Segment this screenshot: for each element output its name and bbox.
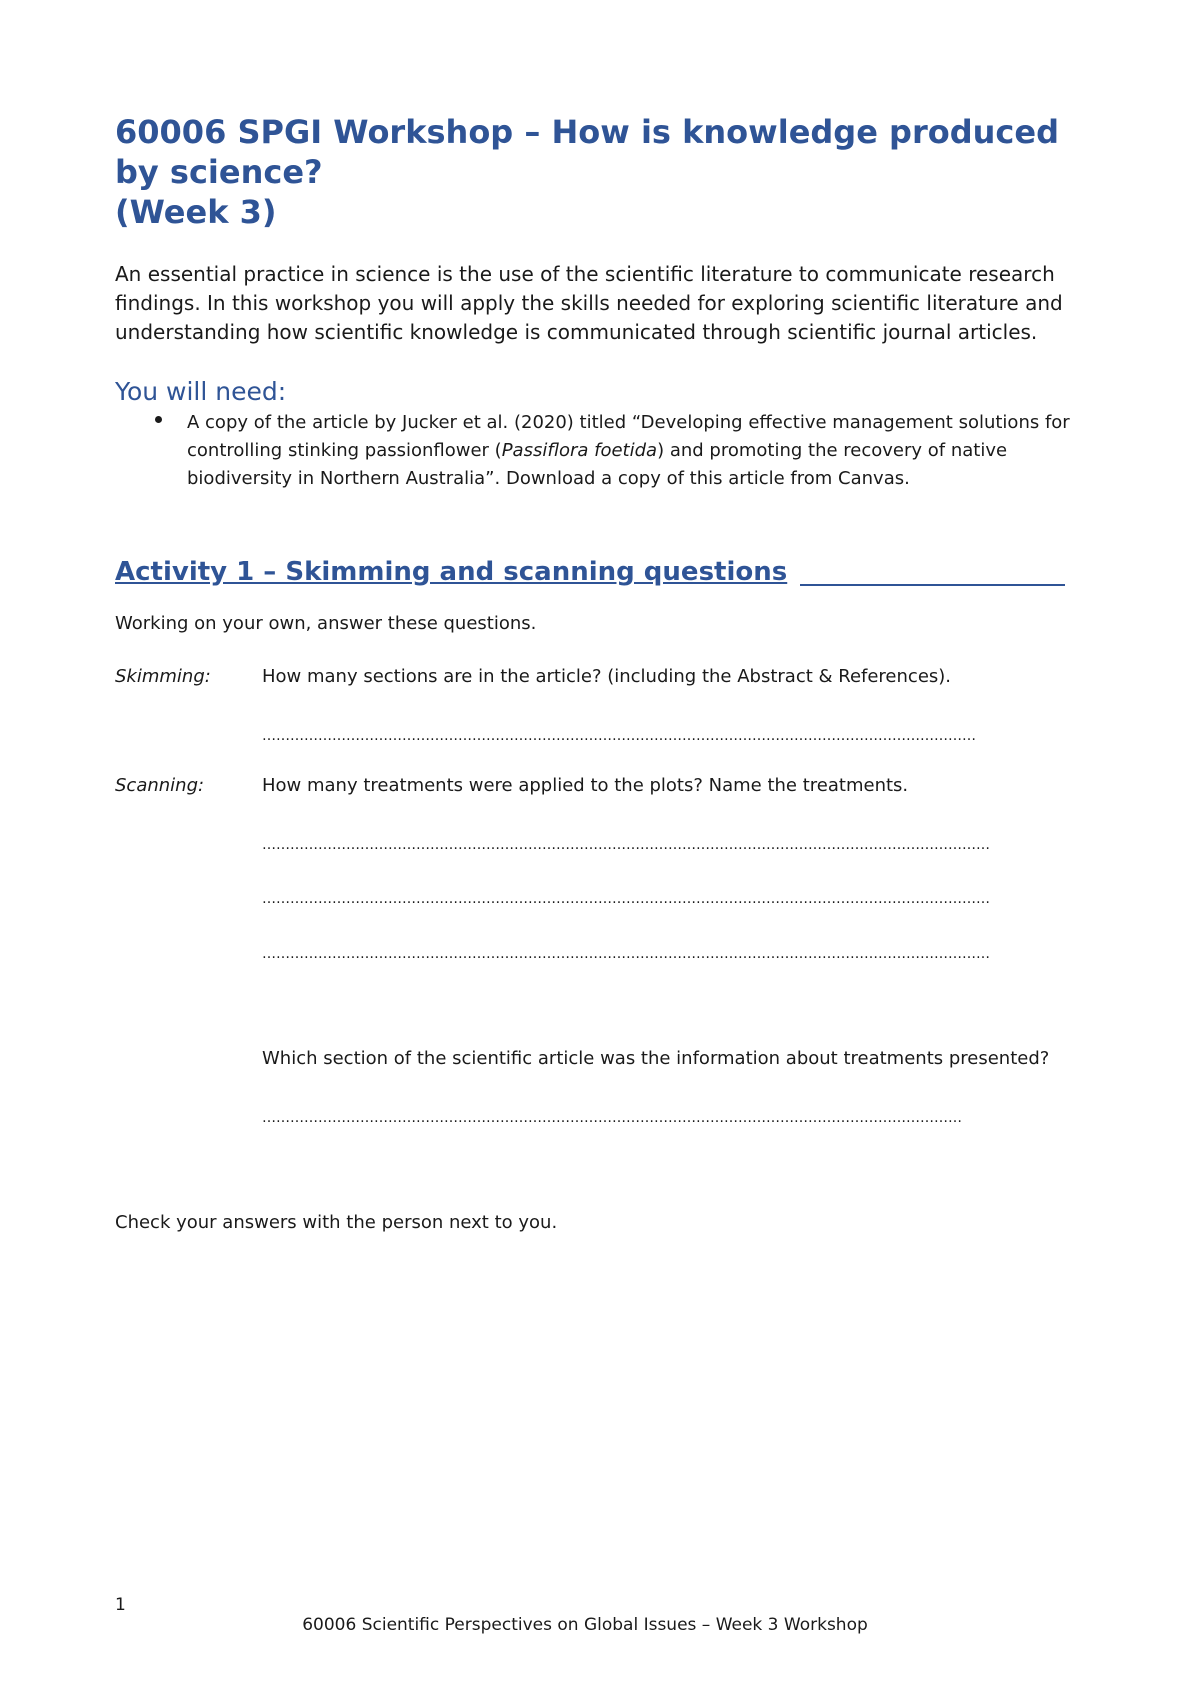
document-title [115,112,1115,232]
activity-instruction: Working on your own, answer these questions. [115,613,537,634]
intro-line-1: An essential practice in science is the use of the scientific literature to communicate research [115,262,1055,286]
page-footer: 60006 Scientific Perspectives on Global Issues – Week 3 Workshop [302,1615,868,1635]
skimming-label: Skimming: [115,666,211,687]
section-question: Which section of the scientific article was the information about treatments presented? [262,1048,1050,1069]
you-will-need-heading: You will need: [115,377,287,406]
heading-underline-rule [800,584,1065,586]
bullet-line-2-post: ) and promoting the recovery of native [657,440,1008,461]
check-answers-text: Check your answers with the person next to you. [115,1212,558,1233]
bullet-line-2 [187,437,1087,465]
activity-1-heading: Activity 1 – Skimming and scanning questions [115,557,788,587]
title-line-3: (Week 3) [115,193,277,231]
section-answer-line[interactable]: …………………………………………………………………………………………………………………………………… [262,1110,962,1126]
scanning-answer-line-3[interactable]: ………………………………………………………………………………………………………………………………………… [262,946,990,962]
scanning-label: Scanning: [115,775,205,796]
page-number: 1 [115,1595,126,1615]
skimming-question: How many sections are in the article? (including the Abstract & References). [262,666,952,687]
bullet-line-1: A copy of the article by Jucker et al. (2020) titled “Developing effective management solutions for [187,412,1070,433]
bullet-icon [155,416,162,423]
intro-line-3: understanding how scientific knowledge is communicated through scientific journal articles. [115,320,1038,344]
bullet-line-2-pre: controlling stinking passionflower ( [187,440,502,461]
skimming-answer-line[interactable]: ……………………………………………………………………………………………………………………………………… [262,728,976,744]
bullet-line-3: biodiversity in Northern Australia”. Download a copy of this article from Canvas. [187,468,910,489]
bullet-item-article [187,409,1087,493]
scanning-answer-line-2[interactable]: ………………………………………………………………………………………………………………………………………… [262,891,990,907]
scanning-question: How many treatments were applied to the plots? Name the treatments. [262,775,909,796]
scanning-answer-line-1[interactable]: ………………………………………………………………………………………………………………………………………… [262,837,990,853]
intro-line-2: findings. In this workshop you will apply the skills needed for exploring scientific literature and [115,291,1063,315]
intro-paragraph [115,260,1075,347]
title-line-2: by science? [115,153,323,191]
title-line-1: 60006 SPGI Workshop – How is knowledge produced [115,113,1059,151]
species-name: Passiflora foetida [501,440,658,461]
